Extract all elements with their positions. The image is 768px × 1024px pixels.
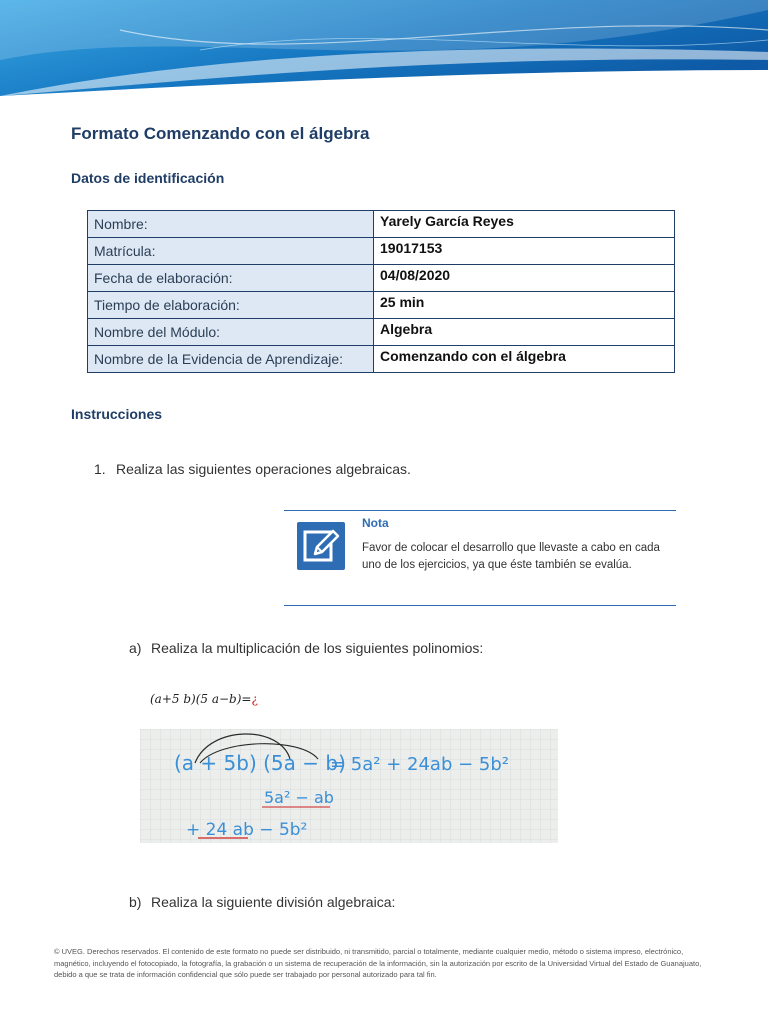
row-label: Nombre del Módulo: <box>88 319 374 346</box>
row-label: Matrícula: <box>88 238 374 265</box>
table-row <box>88 265 675 292</box>
handwritten-solution-photo <box>140 729 558 843</box>
note-body: Favor de colocar el desarrollo que llevaste a cabo en cada uno de los ejercicios, ya que éste también se evalúa. <box>362 542 660 571</box>
table-row <box>88 238 675 265</box>
note-title: Nota <box>362 516 389 530</box>
handwriting-line-1-right: = 5a² + 24ab − 5b² <box>330 754 510 775</box>
note-box <box>284 510 676 606</box>
exercise-text: Realiza la multiplicación de los siguientes polinomios: <box>151 640 484 656</box>
handwriting-line-3: + 24 ab − 5b² <box>186 820 308 840</box>
instruction-step-1 <box>94 461 411 477</box>
exercise-text: Realiza la siguiente división algebraica: <box>151 894 396 910</box>
copyright-footer: © UVEG. Derechos reservados. El contenido de este formato no puede ser distribuido, ni transmitido, parcial o totalmente, mediante cualquier medio, método o sistema impreso, electrónico, magnético, incluyendo el fotocopiado, la fotografía, la grabación o un sistema de recuperación de la información, sin la autorización por escrito de la Universidad Virtual del Estado de Guanajuato, debido a que se trata de información confidencial que sólo puede ser trabajado por personal autorizado para tal fin. <box>54 947 702 979</box>
handwriting-line-2: 5a² − ab <box>264 788 334 807</box>
exercise-a-instruction <box>129 640 483 656</box>
step-text: Realiza las siguientes operaciones algebraicas. <box>116 461 411 477</box>
row-label: Nombre: <box>88 211 374 238</box>
identification-table <box>87 210 675 373</box>
instructions-heading: Instrucciones <box>71 406 163 422</box>
row-value: Algebra <box>374 319 675 346</box>
document-title: Formato Comenzando con el álgebra <box>71 124 370 143</box>
exercise-b-instruction <box>129 894 395 910</box>
row-value: Yarely García Reyes <box>374 211 675 238</box>
table-row <box>88 211 675 238</box>
polynomial-formula <box>150 692 258 706</box>
table-row <box>88 292 675 319</box>
row-label: Tiempo de elaboración: <box>88 292 374 319</box>
exercise-letter: a) <box>129 640 142 656</box>
step-number: 1. <box>94 461 106 477</box>
row-value: 25 min <box>374 292 675 319</box>
row-value: 04/08/2020 <box>374 265 675 292</box>
edit-pencil-icon <box>297 522 345 570</box>
row-value: Comenzando con el álgebra <box>374 346 675 373</box>
table-row <box>88 346 675 373</box>
handwriting-line-1-left: (a + 5b) (5a − b) <box>174 751 346 775</box>
row-label: Fecha de elaboración: <box>88 265 374 292</box>
exercise-letter: b) <box>129 894 142 910</box>
table-row <box>88 319 675 346</box>
identification-heading: Datos de identificación <box>71 170 225 186</box>
row-value: 19017153 <box>374 238 675 265</box>
formula-expression: (a+5 b)(5 a−b)= <box>150 692 252 706</box>
formula-unknown: ¿ <box>251 692 258 706</box>
header-banner <box>0 0 768 96</box>
row-label: Nombre de la Evidencia de Aprendizaje: <box>88 346 374 373</box>
